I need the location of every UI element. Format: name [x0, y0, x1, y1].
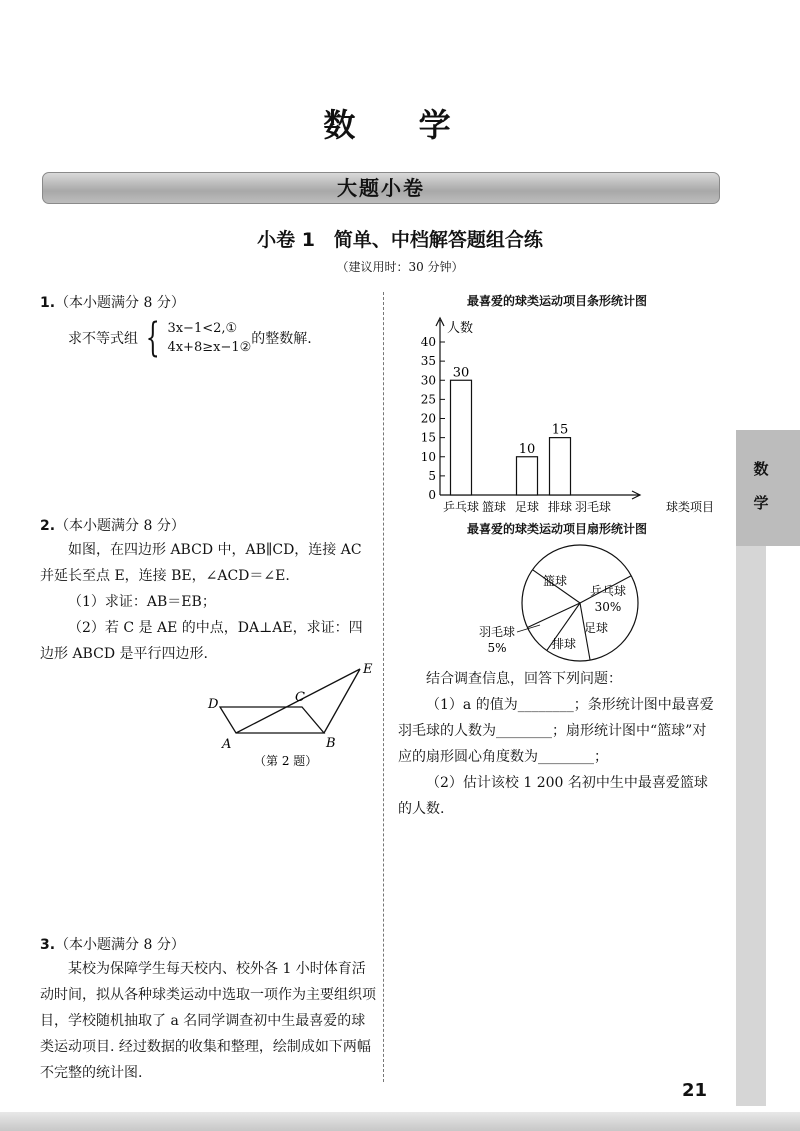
- inequality-system: [167, 319, 251, 357]
- bottom-strip: [0, 1112, 800, 1131]
- quiz-title: 小卷 1 简单、中档解答题组合练: [257, 229, 543, 251]
- bar-data-label: 10: [518, 441, 536, 457]
- brace-symbol: {: [145, 315, 160, 361]
- y-axis-label: 人数: [447, 321, 474, 336]
- quadrilateral-abcd: [220, 707, 324, 733]
- q3-questions: [398, 666, 718, 822]
- x-tick-label: 羽毛球: [574, 500, 612, 514]
- q3-prompt: 结合调查信息，回答下列问题：: [426, 671, 622, 687]
- y-tick-label: 40: [420, 335, 436, 349]
- y-tick-label: 35: [420, 354, 436, 369]
- q3-number: 3.: [40, 937, 56, 953]
- q2-paragraph-1: 如图，在四边形 ABCD 中，AB∥CD，连接 AC 并延长至点 E，连接 BE，∠ACD＝∠E.: [40, 542, 362, 584]
- y-tick-label: 25: [420, 392, 436, 407]
- x-tick-label: 乒乓球: [442, 500, 480, 514]
- q3-score: （本小题满分 8 分）: [55, 937, 185, 953]
- figure-caption: （第 2 题）: [254, 754, 318, 768]
- subject-side-tab: [736, 430, 800, 546]
- bar-chart: [400, 312, 716, 517]
- slice-percent: 5%: [487, 641, 507, 655]
- q3-header: [40, 934, 185, 954]
- q1-header: [40, 292, 185, 312]
- time-note: （建议用时：30 分钟）: [336, 260, 464, 274]
- bar-data-label: 30: [452, 365, 470, 381]
- bar: [550, 438, 571, 495]
- inequality-1: 3x−1<2,①: [167, 321, 238, 336]
- inequality-2: 4x+8≥x−1②: [167, 340, 252, 355]
- slice-label: 篮球: [542, 574, 568, 588]
- q1-body: [68, 315, 312, 361]
- slice-label: 足球: [583, 621, 609, 635]
- section-banner: [42, 172, 720, 204]
- y-tick-label: 5: [428, 468, 436, 483]
- q2-number: 2.: [40, 518, 56, 534]
- page-title: 数 学: [323, 106, 477, 144]
- bar-chart-title: 最喜爱的球类运动项目条形统计图: [466, 294, 647, 308]
- page-number: 21: [682, 1080, 708, 1101]
- bar: [451, 380, 472, 495]
- x-tick-label: 排球: [547, 500, 573, 514]
- q2-part-1: （1）求证：AB＝EB；: [68, 594, 216, 610]
- q1-score: （本小题满分 8 分）: [55, 295, 185, 311]
- x-axis-label: 球类项目: [665, 500, 715, 514]
- y-tick-label: 30: [420, 373, 436, 388]
- pie-chart: [455, 540, 675, 670]
- q3-part-1: （1）a 的值为________；条形统计图中最喜爱羽毛球的人数为________；扇形统计图中“篮球”对应的扇形圆心角度数为________；: [398, 697, 714, 765]
- column-divider: [383, 292, 384, 1082]
- slice-label: 排球: [551, 637, 577, 651]
- side-strip: [736, 546, 766, 1106]
- section-banner-label: 大题小卷: [337, 176, 425, 200]
- y-tick-label: 0: [428, 488, 436, 502]
- q2-score: （本小题满分 8 分）: [55, 518, 185, 534]
- y-tick-label: 20: [420, 411, 436, 426]
- q2-text: [40, 537, 376, 667]
- label-e: E: [363, 662, 373, 677]
- slice-label: 羽毛球: [478, 625, 516, 639]
- bar-data-label: 15: [551, 422, 569, 438]
- q2-figure: [200, 655, 380, 770]
- pie-chart-title: 最喜爱的球类运动项目扇形统计图: [466, 522, 647, 536]
- y-tick-label: 15: [420, 430, 436, 445]
- q2-header: [40, 515, 185, 535]
- side-tab-char-2: 学: [753, 494, 769, 512]
- q1-number: 1.: [40, 295, 56, 311]
- q1-lead: 求不等式组: [68, 331, 138, 347]
- x-tick-label: 足球: [514, 500, 540, 514]
- slice-label: 乒乓球: [589, 584, 627, 598]
- q3-part-2: （2）估计该校 1 200 名初中生中最喜爱篮球的人数.: [398, 775, 708, 817]
- q1-tail: 的整数解.: [251, 331, 312, 347]
- bar: [517, 457, 538, 495]
- side-tab-char-1: 数: [753, 460, 769, 478]
- label-c: C: [295, 690, 305, 705]
- q2-part-2: （2）若 C 是 AE 的中点，DA⊥AE，求证：四边形 ABCD 是平行四边形.: [40, 620, 363, 662]
- y-tick-label: 10: [420, 449, 436, 464]
- slice-percent: 30%: [594, 600, 622, 614]
- label-d: D: [208, 697, 219, 712]
- x-tick-label: 篮球: [481, 500, 507, 514]
- label-a: A: [222, 737, 232, 752]
- label-b: B: [326, 736, 336, 751]
- q3-paragraph-1: 某校为保障学生每天校内、校外各 1 小时体育活动时间，拟从各种球类运动中选取一项作为主要组织项目，学校随机抽取了 a 名同学调查初中生最喜爱的球类运动项目. 经过数据的收集和整理，绘制成如下两幅不完整的统计图.: [40, 961, 376, 1081]
